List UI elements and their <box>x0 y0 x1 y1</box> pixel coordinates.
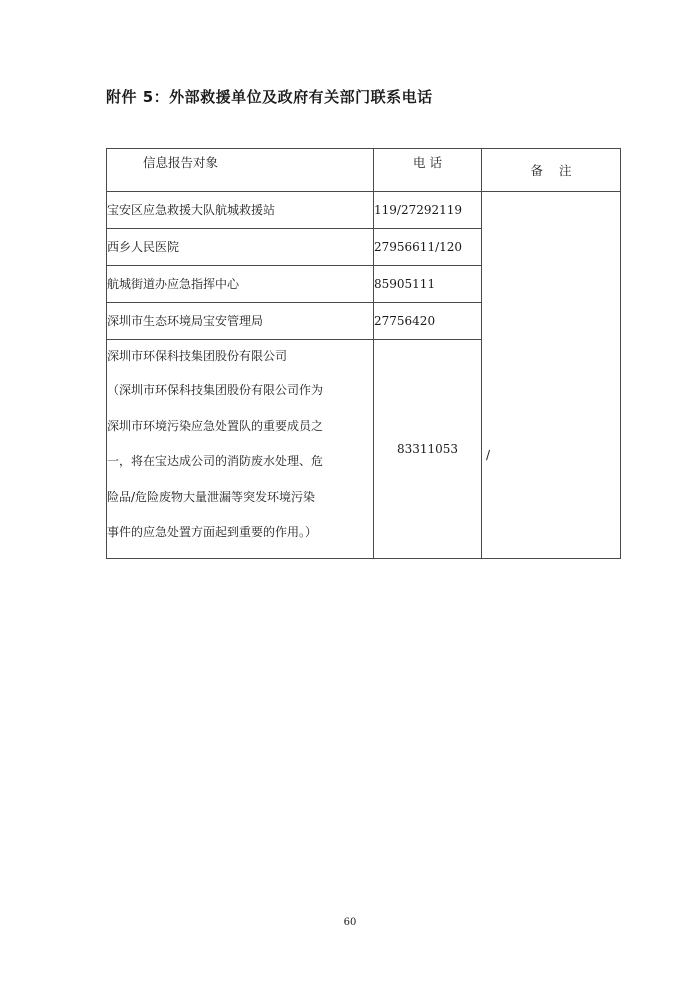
contact-name-line: （深圳市环保科技集团股份有限公司作为 <box>107 383 324 398</box>
table-header-row <box>107 149 621 192</box>
note-value: / <box>486 448 491 462</box>
contact-name-line: 深圳市环保科技集团股份有限公司 <box>107 349 288 364</box>
page-number: 60 <box>343 917 357 928</box>
contact-name: 深圳市生态环境局宝安管理局 <box>107 303 374 340</box>
contact-name-line: 一，将在宝达成公司的消防废水处理、危 <box>107 454 324 469</box>
contact-name-line: 深圳市环境污染应急处置队的重要成员之 <box>107 418 324 433</box>
contact-name-line: 事件的应急处置方面起到重要的作用。） <box>107 525 318 540</box>
contact-name-multiline <box>107 340 374 559</box>
page-title: 附件 5：外部救援单位及政府有关部门联系电话 <box>106 88 433 106</box>
contact-name: 宝安区应急救援大队航城救援站 <box>107 192 374 229</box>
contact-name: 航城街道办应急指挥中心 <box>107 266 374 303</box>
contact-name-line: 险品/危险废物大量泄漏等突发环境污染 <box>107 489 316 504</box>
contact-name: 西乡人民医院 <box>107 229 374 266</box>
header-contact-target: 信息报告对象 <box>107 149 374 192</box>
contact-phone: 85905111 <box>374 266 482 303</box>
contact-phone: 119/27292119 <box>374 192 482 229</box>
table-row <box>107 192 621 229</box>
note-cell <box>482 192 621 559</box>
contact-phone: 27756420 <box>374 303 482 340</box>
contact-phone: 83311053 <box>374 340 482 559</box>
contacts-table <box>106 148 621 559</box>
header-note: 备注 <box>482 149 621 192</box>
contact-phone: 27956611/120 <box>374 229 482 266</box>
header-phone: 电 话 <box>374 149 482 192</box>
